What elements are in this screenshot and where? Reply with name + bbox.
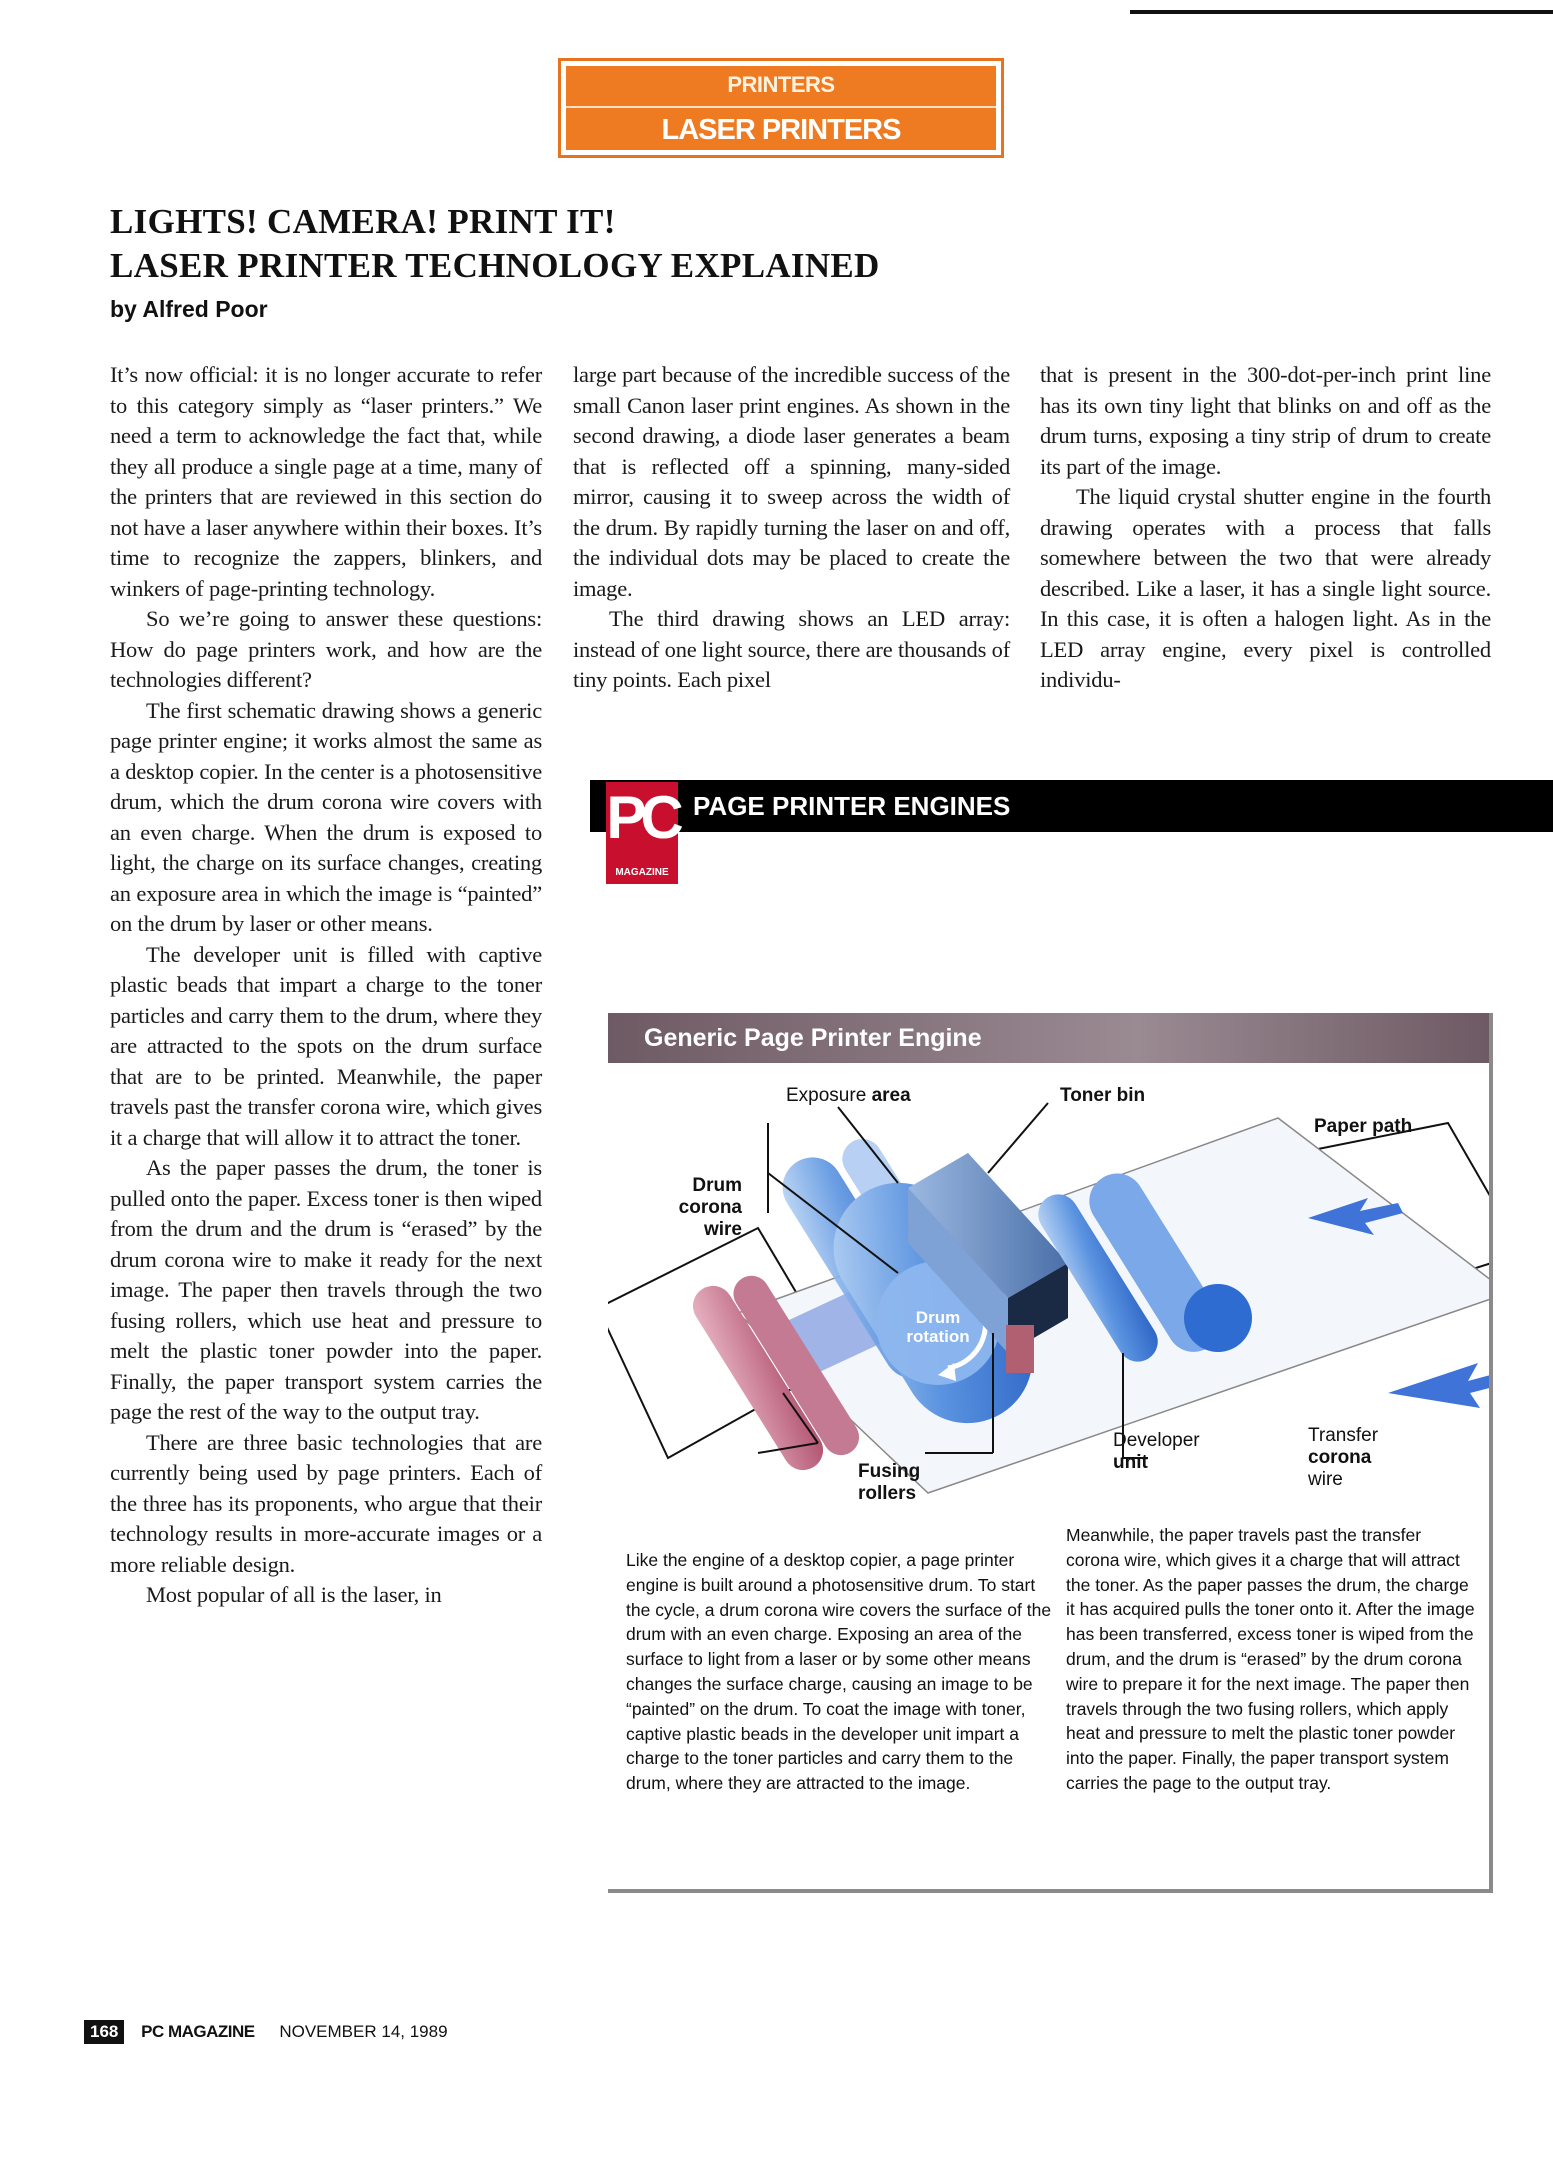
paragraph: As the paper passes the drum, the toner is pulled onto the paper. Excess toner is then wiped from the drum and the drum is “erased” by the drum corona wire to make it ready for the next image. The paper then travels through the two fusing rollers, which use heat and pressure to melt the plastic toner powder into the paper. Finally, the paper transport system carries the page the rest of the way to the output tray. — [110, 1155, 542, 1424]
figure-header — [608, 1013, 1489, 1063]
logo-pc-text: PC — [606, 784, 678, 851]
label-text: Developer — [1113, 1430, 1200, 1451]
label-text: wire — [1308, 1469, 1343, 1490]
label-paper-path: Paper path — [1314, 1116, 1413, 1137]
sidebar-title: PAGE PRINTER ENGINES — [693, 791, 1011, 821]
label-text: Drum — [915, 1308, 961, 1327]
figure-caption-left: Like the engine of a desktop copier, a page printer engine is built around a photosensitive drum. To start the cycle, a drum corona wire covers the surface of the drum with an even charge. Exposing an area of the surface to light from a laser or by some other means changes the surface charge, causing an image to be “painted” on the drum. To coat the image with toner, captive plastic beads in the developer unit impart a charge to the toner particles and carry them to the drum, where they are attracted to the image. — [626, 1550, 1052, 1794]
paragraph: The third drawing shows an LED array: instead of one light source, there are thousands of tiny points. Each pixel — [573, 606, 1010, 692]
article-column-1 — [110, 360, 542, 1611]
paragraph: large part because of the incredible success of the small Canon laser print engines. As shown in the second drawing, a diode laser generates a beam that is reflected off a spinning, many-sided mirror, causing it to sweep across the width of the drum. By rapidly turning the laser on and off, the individual dots may be placed to create the image. — [573, 362, 1010, 601]
paragraph: Most popular of all is the laser, in — [146, 1582, 442, 1607]
top-rule — [1130, 10, 1553, 14]
paper-path-arrow-bottom — [1388, 1363, 1489, 1408]
label-toner-bin: Toner bin — [1060, 1085, 1146, 1106]
section-tag-divider — [566, 106, 996, 108]
byline: by Alfred Poor — [110, 296, 268, 322]
paragraph: The developer unit is filled with captive plastic beads that impart a charge to the toner particles and carry them to the drum, where they are attracted to the spots on the drum surface that are to be printed. Meanwhile, the paper travels past the transfer corona wire, which gives it a charge that will allow it to attract the toner. — [110, 941, 542, 1150]
page-number: 168 — [84, 2020, 124, 2044]
label-fusing-rollers — [858, 1461, 920, 1505]
label-drum-corona-wire — [668, 1175, 742, 1241]
label-developer-unit — [1113, 1430, 1200, 1474]
label-text: Transfer — [1308, 1425, 1379, 1446]
label-text: corona — [1308, 1447, 1372, 1468]
label-text: rotation — [906, 1327, 970, 1346]
paragraph: So we’re going to answer these questions: How do page printers work, and how are the technologies different? — [110, 606, 542, 692]
label-text: unit — [1113, 1452, 1148, 1473]
section-category: PRINTERS — [727, 72, 835, 97]
figure-generic-engine — [608, 1013, 1493, 1893]
article-column-3 — [1040, 360, 1491, 696]
paragraph: The first schematic drawing shows a generic page printer engine; it works almost the same as a desktop copier. In the center is a photosensitive drum, which the drum corona wire covers with an even charge. When the drum is exposed to light, the charge on its surface changes, creating an exposure area in which the image is “painted” on the drum by laser or other means. — [110, 697, 542, 936]
footer-magazine: PC MAGAZINE — [141, 2022, 255, 2041]
sidebar-banner — [590, 780, 1553, 832]
article-column-2 — [573, 360, 1010, 696]
label-text: Fusing — [858, 1461, 921, 1482]
article-headline — [110, 200, 1110, 288]
logo-magazine-text: MAGAZINE — [615, 867, 669, 878]
section-subcategory: LASER PRINTERS — [661, 114, 901, 146]
headline-line-2: LASER PRINTER TECHNOLOGY EXPLAINED — [110, 246, 880, 285]
label-text: wire — [703, 1219, 742, 1240]
label-text: corona — [678, 1197, 742, 1218]
figure-caption-right: Meanwhile, the paper travels past the transfer corona wire, which gives it a charge that will attract the toner. As the paper passes the drum, the charge it has acquired pulls the toner onto it. After the image has been transferred, excess toner is wiped from the drum, and the drum is “erased” by the drum corona wire to prepare it for the next image. The paper then travels through the two fusing rollers, which apply heat and pressure to melt the plastic toner powder into the paper. Finally, the paper transport system carries the page to the output tray. — [1066, 1525, 1475, 1793]
section-tag — [558, 58, 1004, 158]
page-footer — [84, 2020, 448, 2044]
figure-title: Generic Page Printer Engine — [644, 1024, 982, 1052]
headline-line-1: LIGHTS! CAMERA! PRINT IT! — [110, 202, 616, 241]
label-drum-rotation — [898, 1308, 978, 1346]
label-exposure-area — [786, 1085, 911, 1107]
label-text: rollers — [858, 1483, 917, 1504]
paragraph: The liquid crystal shutter engine in the fourth drawing operates with a process that falls somewhere between the two that were already described. Like a laser, it has a single light source. In this case, it is often a halogen light. As in the LED array engine, every pixel is controlled individu- — [1040, 484, 1491, 692]
label-text: Drum — [692, 1175, 742, 1196]
label-text: Exposure — [786, 1085, 867, 1106]
footer-date: NOVEMBER 14, 1989 — [279, 2022, 448, 2041]
paragraph: that is present in the 300-dot-per-inch print line has its own tiny light that blinks on and off as the drum turns, exposing a tiny strip of drum to create its part of the image. — [1040, 362, 1491, 479]
paragraph: There are three basic technologies that are currently being used by page printers. Each of the three has its proponents, who argue that their technology results in more-accurate images or a more reliable design. — [110, 1429, 542, 1577]
paragraph: It’s now official: it is no longer accurate to refer to this category simply as “laser printers.” We need a term to acknowledge the fact that, while they all produce a single page at a time, many of the printers that are reviewed in this section do not have a laser anywhere within their boxes. It’s time to recognize the zappers, blinkers, and winkers of page-printing technology. — [110, 362, 542, 601]
pc-magazine-logo — [606, 782, 678, 884]
label-transfer-corona-wire — [1308, 1425, 1378, 1491]
label-text: area — [871, 1085, 911, 1106]
